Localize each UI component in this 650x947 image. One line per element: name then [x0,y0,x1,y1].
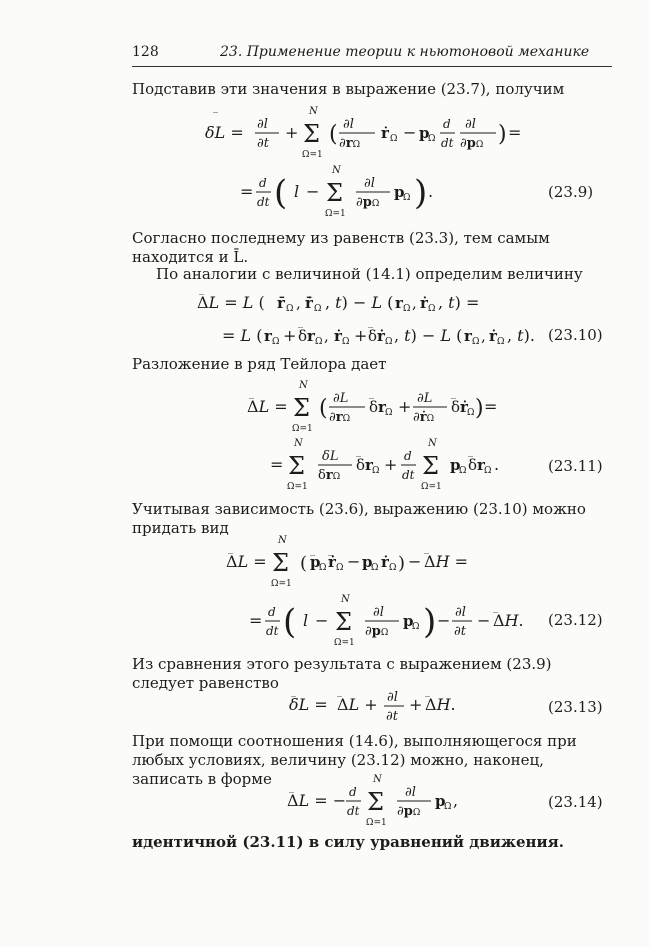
paragraph-3: По аналогии с величиной (14.1) определим величину [156,265,583,283]
svg-text:Ω: Ω [412,622,420,632]
paragraph-4: Разложение в ряд Тейлора дает [132,355,387,373]
svg-text:, t) =: , t) = [438,293,480,312]
svg-text:r̄: r̄ [277,294,285,312]
svg-text:δr: δr [468,456,485,474]
svg-text:,: , [412,294,417,312]
svg-text:d: d [268,605,276,619]
paragraph-7: При помощи соотношения (14.6), выполняющегося при любых условиях, величину (23.12) можно, наконец, записать в форме [132,732,577,788]
svg-text:Ω: Ω [403,193,411,203]
svg-text:+: + [398,397,412,416]
equation-number: (23.10) [548,326,603,344]
svg-text:∂ṙΩ: ∂ṙΩ [413,410,435,425]
svg-text:Ω: Ω [372,466,380,476]
svg-text:(: ( [300,553,308,574]
svg-text:Ω: Ω [472,337,480,347]
equation-number: (23.12) [548,611,603,629]
svg-text:(: ( [283,602,297,642]
svg-text:_: _ [337,686,342,697]
svg-text:N: N [294,438,303,449]
svg-text:Ω: Ω [484,466,492,476]
svg-text:δr: δr [356,456,373,474]
svg-text:): ) [498,122,507,147]
equation-23-12-line-2 [249,592,529,654]
svg-text:p: p [435,792,446,810]
svg-text:∂l: ∂l [373,605,384,620]
svg-text:, t).: , t). [507,326,535,345]
svg-text:_: _ [368,317,373,328]
svg-text:δr: δr [298,327,315,345]
svg-text:Ω: Ω [467,408,475,418]
svg-text:l: l [294,182,300,201]
svg-text:ΔL =: ΔL = [226,552,267,571]
svg-text:Σ: Σ [367,788,384,816]
svg-text:−: − [306,182,320,201]
equation-number: (23.9) [548,183,594,201]
svg-text:dt: dt [441,136,454,150]
svg-text:N: N [332,165,341,176]
svg-text:p: p [450,456,461,474]
svg-text:∂t: ∂t [386,709,398,724]
svg-text:Ω: Ω [371,563,379,573]
svg-text:dt: dt [266,624,279,638]
svg-text:ṙ: ṙ [381,124,389,142]
svg-text:ΔL +: ΔL + [337,695,378,714]
svg-text:p: p [310,553,321,571]
svg-text:_: _ [213,102,218,113]
svg-text:δr: δr [369,398,386,416]
svg-text:Ω=1: Ω=1 [287,482,308,492]
svg-text:Σ: Σ [303,120,320,148]
paragraph-6: Из сравнения этого результата с выражением (23.9) следует равенство [132,655,552,692]
svg-text:, t) − L (: , t) − L ( [325,293,394,312]
svg-text:δL: δL [322,449,339,464]
equation-23-14 [287,772,487,830]
svg-text:N: N [309,106,318,117]
equation-23-10-line-2 [222,317,552,351]
svg-text:r: r [395,294,403,312]
svg-text:_: _ [424,543,429,554]
svg-text:Ω: Ω [314,304,322,314]
svg-text:∂l: ∂l [257,117,268,132]
equation-23-11-line-2 [270,436,510,494]
paragraph-1: Подставив эти значения в выражение (23.7), получим [132,80,565,98]
equation-23-13 [289,688,469,728]
svg-text:,: , [324,327,329,345]
running-title: 23. Применение теории к ньютоновой механике [220,44,590,60]
svg-text:+: + [354,326,368,345]
svg-text:Σ: Σ [272,549,289,577]
svg-text:_: _ [228,543,233,554]
equation-23-11-line-1 [247,378,497,436]
svg-text:): ) [475,396,484,421]
svg-text:Ω=1: Ω=1 [271,579,292,589]
svg-text:ṙ: ṙ [420,294,428,312]
running-header [132,44,612,66]
svg-text:d: d [404,449,412,463]
svg-text:_: _ [451,388,456,399]
svg-text:δL =: δL = [205,123,244,142]
svg-text:∂l: ∂l [455,605,466,620]
svg-text:_: _ [369,388,374,399]
svg-text:δL =: δL = [289,695,328,714]
svg-text:dt: dt [402,468,415,482]
svg-text:+: + [285,123,299,142]
equation-23-10-line-1 [197,284,480,318]
svg-text:=: = [508,123,522,142]
svg-text:_: _ [310,545,315,556]
equation-number: (23.13) [548,698,603,716]
svg-text:ṙ: ṙ [489,327,497,345]
svg-text:∂pΩ: ∂pΩ [365,624,389,639]
svg-text:, t) − L (: , t) − L ( [394,326,463,345]
svg-text:∂l: ∂l [465,117,476,132]
svg-text:Ω: Ω [389,563,397,573]
equation-number: (23.14) [548,793,603,811]
svg-text:∂L: ∂L [417,391,433,406]
svg-text:=: = [240,182,254,201]
svg-text:=: = [249,611,263,630]
svg-text:N: N [299,380,308,391]
svg-text:r: r [464,327,472,345]
svg-text:Ω: Ω [385,337,393,347]
svg-text:∂rΩ: ∂rΩ [329,410,351,425]
svg-text:_: _ [291,686,296,697]
svg-text:∂L: ∂L [333,391,349,406]
svg-text:∂pΩ: ∂pΩ [397,804,421,819]
svg-text:∂pΩ: ∂pΩ [356,195,380,210]
svg-text:∂l: ∂l [405,785,416,800]
header-rule [132,66,612,67]
svg-text:dt: dt [347,804,360,818]
svg-text:Ω: Ω [403,304,411,314]
equation-23-9-line-1 [205,104,525,162]
page-number: 128 [132,44,159,60]
equation-23-9-line-2 [240,163,450,225]
svg-text:∂pΩ: ∂pΩ [460,136,484,151]
svg-text:ΔH.: ΔH. [425,695,456,714]
svg-text:=: = [484,397,498,416]
svg-text:Ω: Ω [336,563,344,573]
svg-text:N: N [373,774,382,785]
svg-text:Ω=1: Ω=1 [292,424,313,434]
svg-text:Σ: Σ [335,608,352,636]
svg-text:δṙ: δṙ [451,398,468,416]
svg-text:_: _ [493,602,498,613]
svg-text:Σ: Σ [326,179,343,207]
svg-text:ṙ: ṙ [334,327,342,345]
svg-text:Ω: Ω [497,337,505,347]
svg-text:p: p [394,183,405,201]
svg-text:ΔH.: ΔH. [493,611,524,630]
svg-text:−: − [347,552,361,571]
paragraph-5: Учитывая зависимость (23.6), выражению (23.10) можно придать вид [132,500,586,537]
svg-text:N: N [278,535,287,546]
svg-text:∂l: ∂l [364,176,375,191]
svg-text:(: ( [329,122,338,147]
svg-text:_: _ [249,388,254,399]
svg-text:ΔL = −: ΔL = − [287,791,347,810]
svg-text:+: + [409,695,423,714]
svg-text:=: = [270,455,284,474]
svg-text:): ) [423,602,437,642]
svg-text:Ω: Ω [272,337,280,347]
svg-text:): ) [414,173,428,213]
svg-text:−: − [403,123,417,142]
svg-text:∂l: ∂l [343,117,354,132]
svg-text:(: ( [274,173,288,213]
svg-text:Ω=1: Ω=1 [366,818,387,828]
svg-text:Ω: Ω [342,337,350,347]
svg-text:): ) [398,553,406,574]
svg-text:Σ: Σ [293,394,310,422]
svg-text:_: _ [425,686,430,697]
svg-text:Ω: Ω [315,337,323,347]
svg-text:+: + [384,455,398,474]
svg-text:Ω=1: Ω=1 [334,638,355,648]
svg-text:d: d [349,785,357,799]
svg-text:= L (: = L ( [222,326,263,345]
svg-text:.: . [494,455,500,474]
svg-text:δṙ: δṙ [368,327,385,345]
svg-text:∂t: ∂t [257,136,269,151]
svg-text:Ω: Ω [319,563,327,573]
svg-text:N: N [428,438,437,449]
svg-text:,: , [296,294,301,312]
svg-text:ṙ: ṙ [381,553,389,571]
svg-text:Σ: Σ [288,452,305,480]
svg-text:ΔL =: ΔL = [247,397,288,416]
svg-text:ṙ: ṙ [328,553,336,571]
svg-text:N: N [341,594,350,605]
svg-text:Σ: Σ [422,452,439,480]
svg-text:−: − [408,552,422,571]
svg-text:_: _ [298,317,303,328]
svg-text:ΔH =: ΔH = [424,552,469,571]
svg-text:∂l: ∂l [387,690,398,705]
paragraph-2: Согласно последнему из равенств (23.3), тем самым находится и L̄. [132,229,550,266]
svg-text:δrΩ: δrΩ [318,468,341,483]
svg-text:−: − [477,611,491,630]
svg-text:p: p [403,612,414,630]
svg-text:_: _ [199,284,204,295]
svg-text:−: − [315,611,329,630]
svg-text:,: , [481,327,486,345]
svg-text:Ω=1: Ω=1 [302,150,323,160]
svg-text:,: , [453,791,459,810]
svg-text:Ω: Ω [385,408,393,418]
svg-text:p: p [362,553,373,571]
svg-text:∂t: ∂t [454,624,466,639]
svg-text:(: ( [319,396,328,421]
equation-23-12-line-1 [226,533,476,591]
svg-text:Ω=1: Ω=1 [325,209,346,219]
svg-text:∂rΩ: ∂rΩ [339,136,361,151]
svg-text:_: _ [328,545,333,556]
svg-text:l: l [303,611,309,630]
svg-text:ΔL = L (: ΔL = L ( [197,293,265,312]
svg-text:−: − [437,611,451,630]
svg-text:Ω: Ω [444,802,452,812]
svg-text:ṙ̄: ṙ̄ [305,294,313,312]
svg-text:d: d [259,176,267,190]
equation-number: (23.11) [548,457,603,475]
svg-text:_: _ [356,446,361,457]
svg-text:_: _ [289,782,294,793]
svg-text:Ω: Ω [428,304,436,314]
svg-text:p: p [419,124,430,142]
svg-text:dt: dt [257,195,270,209]
svg-text:.: . [428,182,434,201]
paragraph-8: идентичной (23.11) в силу уравнений движения. [132,833,564,851]
svg-text:_: _ [468,446,473,457]
svg-text:Ω: Ω [459,466,467,476]
svg-text:Ω=1: Ω=1 [421,482,442,492]
svg-text:Ω: Ω [428,134,436,144]
svg-text:+: + [283,326,297,345]
svg-text:d: d [443,117,451,131]
svg-text:Ω: Ω [286,304,294,314]
svg-text:r: r [264,327,272,345]
svg-text:Ω: Ω [390,134,398,144]
